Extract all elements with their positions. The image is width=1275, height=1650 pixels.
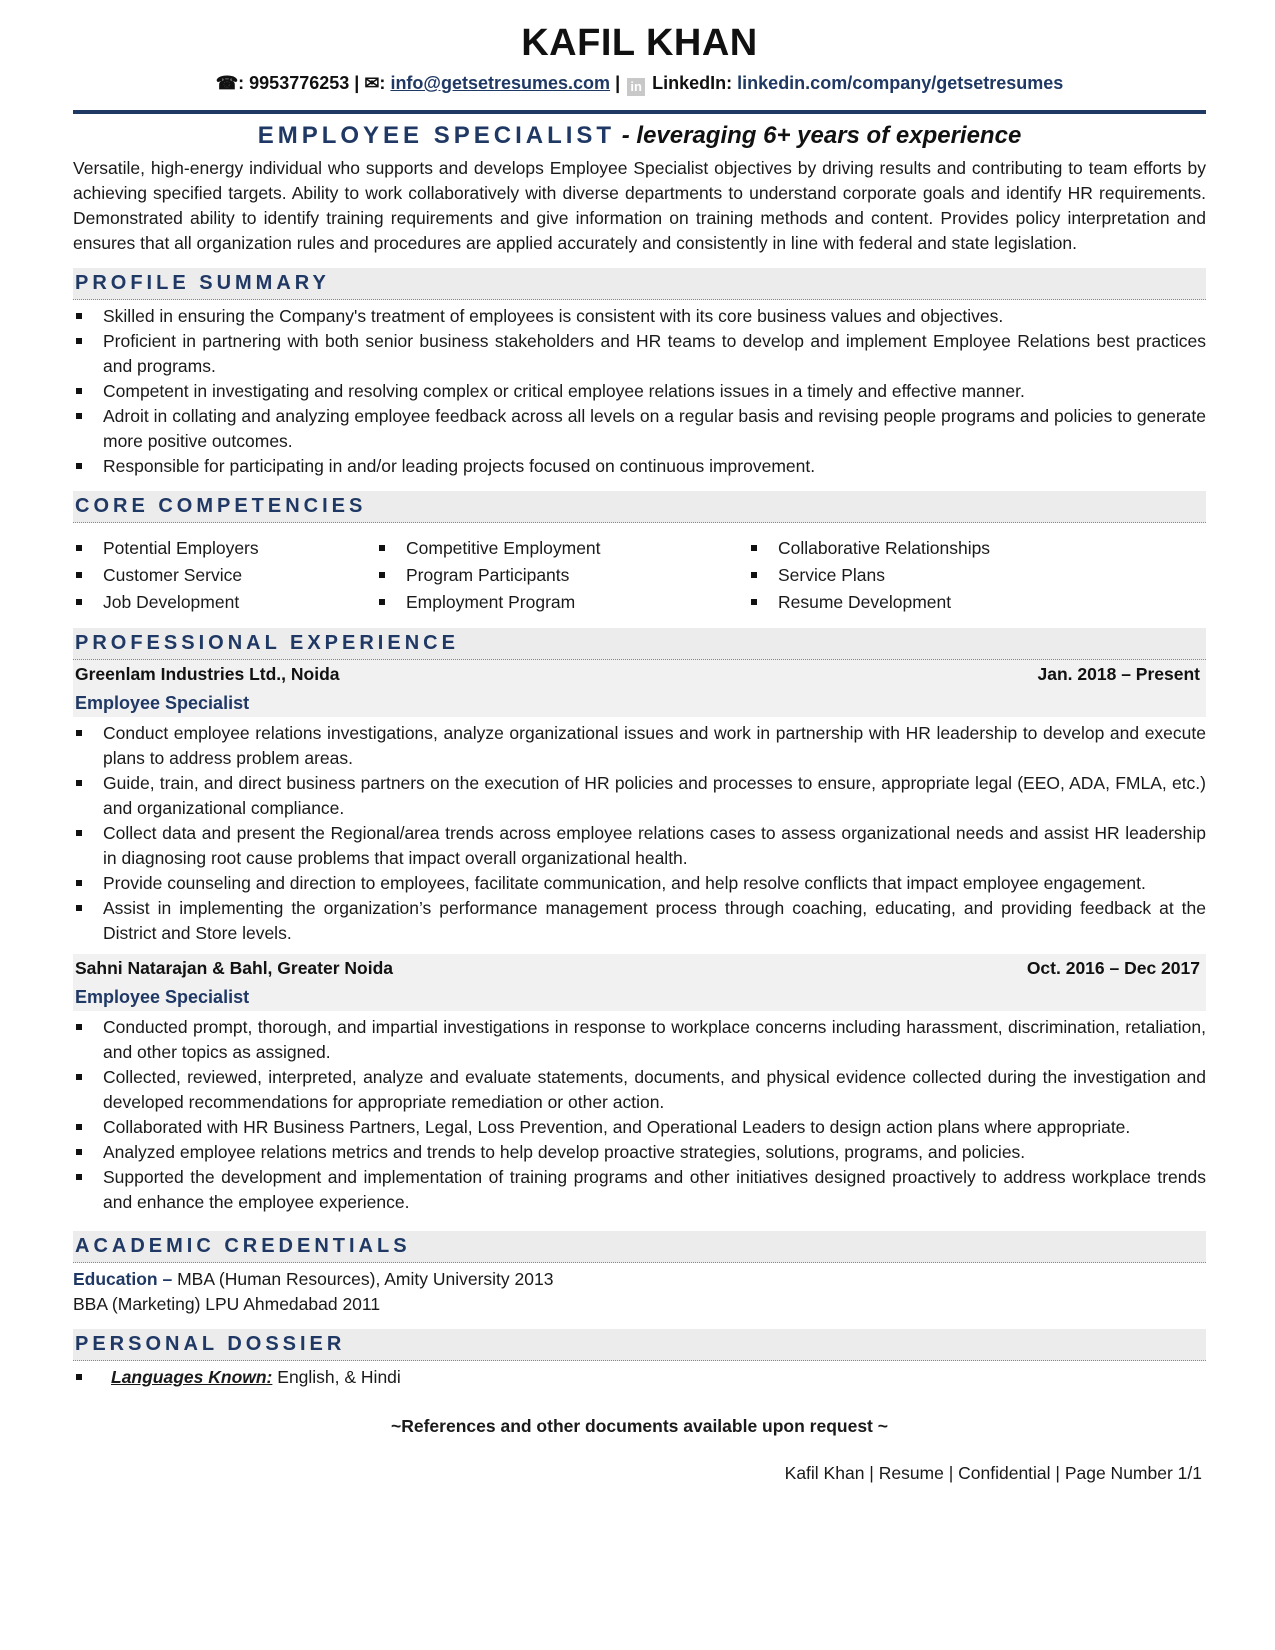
- references-note: ~References and other documents available upon request ~: [391, 1416, 888, 1436]
- list-item: Analyzed employee relations metrics and trends to help develop proactive strategies, solutions, programs, and policies.: [73, 1140, 1206, 1165]
- list-item: Collected, reviewed, interpreted, analyze and evaluate statements, documents, and physical evidence collected during the investigation and developed recommendations for appropriate remediation or other action.: [73, 1065, 1206, 1115]
- list-item: Conduct employee relations investigations, analyze organizational issues and work in partnership with HR leadership to develop and execute plans to address problem areas.: [73, 721, 1206, 771]
- list-item: Potential Employers: [73, 535, 376, 562]
- job-dates: Jan. 2018 – Present: [1037, 664, 1200, 684]
- separator: |: [615, 73, 621, 93]
- list-item: Skilled in ensuring the Company's treatment of employees is consistent with its core business values and objectives.: [73, 304, 1206, 329]
- phone-number: 9953776253: [249, 73, 350, 93]
- list-item: Resume Development: [748, 589, 1188, 616]
- linkedin-icon: in: [627, 78, 645, 96]
- headline: [73, 122, 1206, 150]
- section-heading-personal-dossier: PERSONAL DOSSIER: [73, 1329, 1206, 1361]
- list-item: Adroit in collating and analyzing employee feedback across all levels on a regular basis and revising people programs and policies to generate more positive outcomes.: [73, 404, 1206, 454]
- education-line-2: BBA (Marketing) LPU Ahmedabad 2011: [73, 1294, 381, 1314]
- list-item: Program Participants: [376, 562, 748, 589]
- company-name: Greenlam Industries Ltd., Noida: [75, 664, 340, 684]
- competencies-column-1: [73, 535, 376, 616]
- list-item: Collaborated with HR Business Partners, Legal, Loss Prevention, and Operational Leaders to design action plans where appropriate.: [73, 1115, 1206, 1140]
- page-footer: Kafil Khan | Resume | Confidential | Page Number 1/1: [784, 1463, 1202, 1483]
- list-item: Supported the development and implementation of training programs and other initiatives designed proactively to address workplace trends and enhance the employee experience.: [73, 1165, 1206, 1215]
- job-header: [73, 660, 1206, 689]
- list-item: Proficient in partnering with both senior business stakeholders and HR teams to develop and implement Employee Relations best practices and programs.: [73, 329, 1206, 379]
- competencies-column-3: [748, 535, 1188, 616]
- intro-paragraph: Versatile, high-energy individual who supports and develops Employee Specialist objectives by driving results and contributing to team efforts by achieving specified targets. Ability to work collaboratively with diverse departments to understand corporate goals and identify HR requirements. Demonstrated ability to identify training requirements and give information on training methods and content. Provides policy interpretation and ensures that all organization rules and procedures are applied accurately and consistently in line with federal and state legislation.: [73, 158, 1206, 253]
- list-item: Assist in implementing the organization’s performance management process through coaching, educating, and providing feedback at the District and Store levels.: [73, 896, 1206, 946]
- languages-label: Languages Known:: [111, 1367, 273, 1387]
- email-link[interactable]: info@getsetresumes.com: [390, 73, 611, 93]
- header-divider: [73, 110, 1206, 114]
- profile-summary-list: [73, 304, 1206, 479]
- job-dates: Oct. 2016 – Dec 2017: [1026, 958, 1200, 978]
- competencies-grid: [73, 535, 1206, 616]
- linkedin-link[interactable]: linkedin.com/company/getsetresumes: [737, 73, 1064, 93]
- linkedin-label: LinkedIn:: [652, 73, 733, 93]
- candidate-name: KAFIL KHAN: [521, 22, 758, 64]
- list-item: Provide counseling and direction to employees, facilitate communication, and help resolve conflicts that impact employee engagement.: [73, 871, 1206, 896]
- company-name: Sahni Natarajan & Bahl, Greater Noida: [75, 958, 394, 978]
- list-item: Job Development: [73, 589, 376, 616]
- experience-tagline: - leveraging 6+ years of experience: [621, 122, 1022, 149]
- section-heading-core-competencies: CORE COMPETENCIES: [73, 491, 1206, 523]
- education-block: [73, 1267, 1206, 1317]
- education-label: Education –: [73, 1269, 173, 1289]
- list-item: Collect data and present the Regional/area trends across employee relations cases to assess organizational needs and assist HR leadership in diagnosing root cause problems that impact overall organizational health.: [73, 821, 1206, 871]
- job-responsibilities: [73, 1015, 1206, 1215]
- languages-value: English, & Hindi: [277, 1367, 401, 1387]
- resume-page: [73, 0, 1206, 1484]
- section-heading-profile-summary: PROFILE SUMMARY: [73, 268, 1206, 300]
- list-item: Competent in investigating and resolving complex or critical employee relations issues in a timely and effective manner.: [73, 379, 1206, 404]
- list-item: Customer Service: [73, 562, 376, 589]
- email-icon: ✉:: [364, 73, 386, 93]
- separator: |: [354, 73, 360, 93]
- list-item: [73, 1365, 1206, 1390]
- competencies-column-2: [376, 535, 748, 616]
- job-responsibilities: [73, 721, 1206, 946]
- job-role: Employee Specialist: [73, 689, 1206, 717]
- education-line-1: [73, 1267, 1206, 1292]
- section-heading-academic-credentials: ACADEMIC CREDENTIALS: [73, 1231, 1206, 1263]
- job-title: EMPLOYEE SPECIALIST: [257, 122, 616, 149]
- list-item: Service Plans: [748, 562, 1188, 589]
- list-item: Conducted prompt, thorough, and impartial investigations in response to workplace concerns including harassment, discrimination, retaliation, and other topics as assigned.: [73, 1015, 1206, 1065]
- education-degree: MBA (Human Resources), Amity University 2013: [177, 1269, 554, 1289]
- personal-dossier-list: [73, 1365, 1206, 1390]
- list-item: Competitive Employment: [376, 535, 748, 562]
- list-item: Guide, train, and direct business partners on the execution of HR policies and processes to ensure, appropriate legal (EEO, ADA, FMLA, etc.) and organizational compliance.: [73, 771, 1206, 821]
- phone-icon: ☎:: [215, 73, 245, 93]
- list-item: Responsible for participating in and/or leading projects focused on continuous improvement.: [73, 454, 1206, 479]
- job-header: [73, 954, 1206, 983]
- list-item: Employment Program: [376, 589, 748, 616]
- contact-line: [73, 73, 1206, 96]
- job-role: Employee Specialist: [73, 983, 1206, 1011]
- list-item: Collaborative Relationships: [748, 535, 1188, 562]
- section-heading-professional-experience: PROFESSIONAL EXPERIENCE: [73, 628, 1206, 660]
